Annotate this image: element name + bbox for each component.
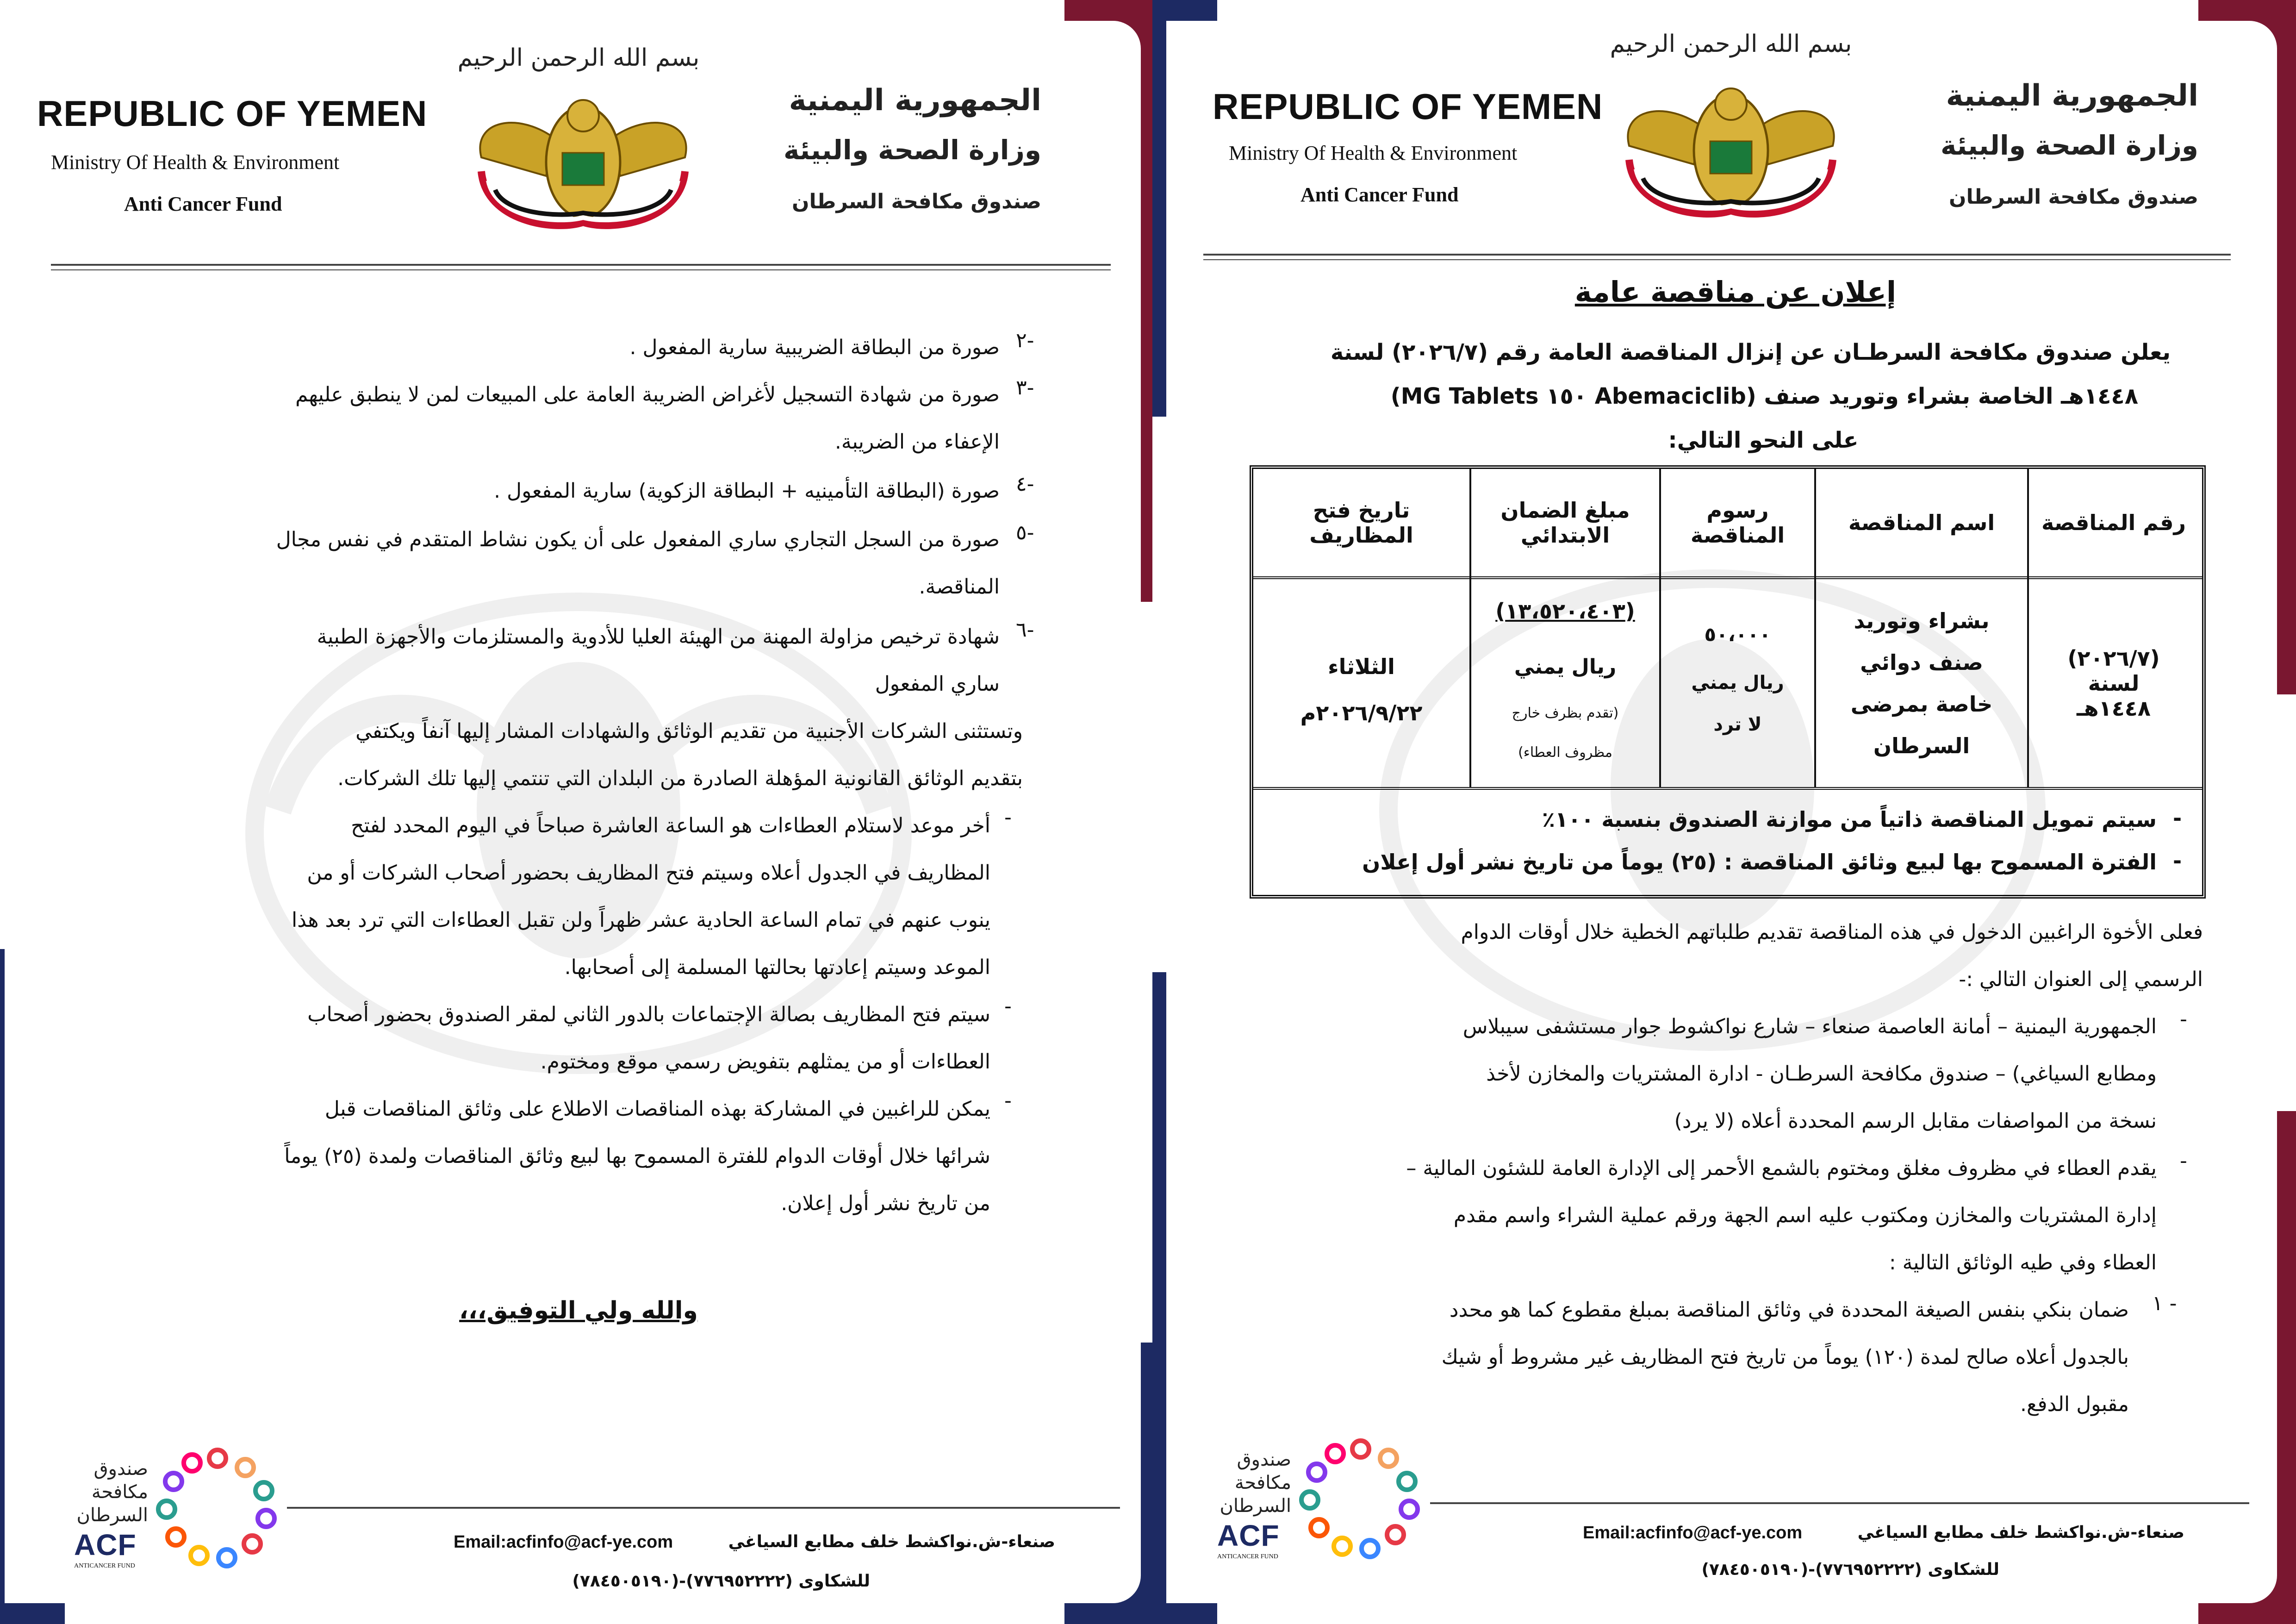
th-tender-number: رقم المناقصة bbox=[2041, 510, 2186, 535]
yemen-emblem-icon bbox=[1611, 72, 1851, 225]
acf-logo-en: ACF bbox=[74, 1528, 137, 1562]
header-divider-thin bbox=[51, 269, 1111, 270]
foreign-companies-line2: بتقديم الوثائق القانونية المؤهلة الصادرة من البلدان التي تنتمي إليها تلك الشركات. bbox=[337, 767, 1023, 790]
item4-text: صورة (البطاقة التأمينيه + البطاقة الزكوية) سارية المفعول . bbox=[494, 479, 1000, 503]
item5-line2: المناقصة. bbox=[919, 575, 1000, 599]
td-guarantee-currency: ريال يمني bbox=[1514, 655, 1617, 679]
table-header-separator bbox=[1253, 576, 2202, 579]
item6-line2: ساري المفعول bbox=[875, 672, 1000, 696]
item5-line1: صورة من السجل التجاري ساري المفعول على أن يكون نشاط المتقدم في نفس مجال bbox=[276, 528, 1000, 551]
acf-logo-ar-line2: مكافحة bbox=[1234, 1472, 1291, 1493]
header-en-ministry: Ministry Of Health & Environment bbox=[1229, 142, 1518, 164]
acf-logo-sub: ANTICANCER FUND bbox=[74, 1562, 135, 1569]
bullet-dash: - bbox=[2180, 1149, 2187, 1173]
item6-number: ٦- bbox=[1016, 618, 1034, 642]
intro-line3: على النحو التالي: bbox=[1668, 427, 1859, 453]
header-divider-thin bbox=[1203, 259, 2231, 260]
deadline-line4: الموعد وسيتم إعادتها بحالتها المسلمة إلى أصحابها. bbox=[564, 956, 990, 979]
bullet-dash: - bbox=[2180, 1007, 2187, 1031]
acf-logo-ar-line2: مكافحة bbox=[91, 1481, 148, 1503]
footer-complaints: للشكاوى (٧٧٦٩٥٢٢٢٢)-(٧٨٤٥٠٥١٩٠) bbox=[1701, 1560, 1999, 1579]
table-note-period: الفترة المسموح بها لبيع وثائق المناقصة : (٢٥) يوماً من تاريخ نشر أول إعلان bbox=[1362, 849, 2157, 874]
deadline-line1: أخر موعد لاستلام العطاءات هو الساعة العاشرة صباحاً في اليوم المحدد لفتح bbox=[351, 814, 990, 837]
acf-logo-ar-line3: السرطان bbox=[76, 1505, 148, 1526]
doc1-line3: مقبول الدفع. bbox=[2020, 1393, 2129, 1416]
foreign-companies-line1: وتستثنى الشركات الأجنبية من تقديم الوثائق والشهادات المشار إليها آنفاً ويكتفي bbox=[355, 719, 1023, 743]
header-ar-fund: صندوق مكافحة السرطان bbox=[1948, 185, 2198, 209]
para1-line2: الرسمي إلى العنوان التالي :- bbox=[1959, 968, 2203, 991]
acf-logo-sub: ANTICANCER FUND bbox=[1217, 1553, 1278, 1560]
review-line1: يمكن للراغبين في المشاركة بهذه المناقصات الاطلاع على وثائق المناقصات قبل bbox=[324, 1097, 990, 1121]
header-en-title: REPUBLIC OF YEMEN bbox=[1213, 86, 1603, 127]
acf-logo-ar-line3: السرطان bbox=[1220, 1495, 1291, 1517]
header-ar-republic: الجمهورية اليمنية bbox=[1946, 79, 2198, 113]
acf-logo-ar-line1: صندوق bbox=[1237, 1449, 1291, 1470]
item3-line2: الإعفاء من الضريبة. bbox=[834, 430, 1000, 454]
bullet-dash: - bbox=[1004, 1089, 1012, 1112]
item2-text: صورة من البطاقة الضريبية سارية المفعول . bbox=[629, 336, 1000, 359]
item5-number: ٥- bbox=[1016, 521, 1034, 544]
announcement-title: إعلان عن مناقصة عامة bbox=[1574, 275, 1897, 309]
deadline-line2: المظاريف في الجدول أعلاه وسيتم فتح المظاريف بحضور أصحاب الشركات أو من bbox=[307, 861, 990, 885]
intro-line1: يعلن صندوق مكافحة السرطـان عن إنزال المناقصة العامة رقم (٢٠٢٦/٧) لسنة bbox=[1330, 339, 2171, 365]
bid-line3: العطاء وفي طيه الوثائق التالية : bbox=[1889, 1251, 2157, 1274]
header-en-fund: Anti Cancer Fund bbox=[1300, 183, 1459, 206]
footer-email: Email:acfinfo@acf-ye.com bbox=[1583, 1523, 1803, 1543]
header-ar-basmala: بسم الله الرحمن الرحيم bbox=[457, 44, 700, 72]
td-fee-amount: ٥٠،٠٠٠ bbox=[1704, 623, 1771, 646]
para1-line1: فعلى الأخوة الراغبين الدخول في هذه المناقصة تقديم طلباتهم الخطية خلال أوقات الدوام bbox=[1461, 920, 2203, 944]
table-note-funding: سيتم تمويل المناقصة ذاتياً من موازنة الصندوق بنسبة ١٠٠٪ bbox=[1542, 807, 2157, 832]
acf-logo-en: ACF bbox=[1217, 1519, 1280, 1552]
footer-address: صنعاء-ش.نواكشط خلف مطابع السياغي bbox=[1857, 1523, 2184, 1542]
header-ar-ministry: وزارة الصحة والبيئة bbox=[783, 134, 1041, 166]
note-dash: - bbox=[2173, 806, 2182, 831]
td-guarantee-note1: (تقدم بظرف خارج bbox=[1512, 705, 1619, 721]
td-fee-note: ريال يمني لا ترد bbox=[1691, 672, 1784, 735]
deadline-line3: ينوب عنهم في تمام الساعة الحادية عشر ظهراً ولن تقبل العطاءات التي ترد بعد هذا bbox=[292, 908, 990, 932]
td-opening-date: ٢٠٢٦/٩/٢٢م bbox=[1300, 700, 1423, 725]
header-ar-basmala: بسم الله الرحمن الرحيم bbox=[1610, 30, 1852, 58]
note-dash: - bbox=[2173, 848, 2182, 873]
doc1-number: ١ - bbox=[2152, 1292, 2177, 1315]
opening-line1: سيتم فتح المظاريف بصالة الإجتماعات بالدور الثاني لمقر الصندوق بحضور أصحاب bbox=[307, 1003, 990, 1026]
header-ar-fund: صندوق مكافحة السرطان bbox=[791, 190, 1041, 213]
address-line2: ومطابع السياغي) – صندوق مكافحة السرطـان - ادارة المشتريات والمخازن لأخذ bbox=[1486, 1062, 2157, 1086]
header-divider bbox=[51, 264, 1111, 266]
bid-line1: يقدم العطاء في مظروف مغلق ومختوم بالشمع الأحمر إلى الإدارة العامة للشئون المالية – bbox=[1406, 1156, 2157, 1180]
intro-line2: ١٤٤٨هـ الخاصة بشراء وتوريد صنف (Abemaciclib ١٥٠ MG Tablets) bbox=[1390, 383, 2138, 409]
footer-address: صنعاء-ش.نواكشط خلف مطابع السياغي bbox=[728, 1532, 1055, 1551]
footer-divider bbox=[287, 1507, 1120, 1509]
td-guarantee-note2: مظروف العطاء) bbox=[1518, 744, 1612, 761]
th-opening-date: تاريخ فتح المظاريف bbox=[1309, 498, 1413, 548]
item3-line1: صورة من شهادة التسجيل لأغراض الضريبة العامة على المبيعات لمن لا ينطبق عليهم bbox=[295, 383, 1000, 406]
td-opening-day: الثلاثاء bbox=[1328, 654, 1395, 679]
acf-ring-logo-icon bbox=[1296, 1435, 1425, 1565]
bullet-dash: - bbox=[1004, 806, 1012, 829]
acf-ring-logo-icon bbox=[153, 1444, 282, 1574]
header-ar-ministry: وزارة الصحة والبيئة bbox=[1940, 130, 2198, 161]
header-en-title: REPUBLIC OF YEMEN bbox=[37, 93, 428, 134]
td-tender-name: بشراء وتوريد صنف دوائي خاصة بمرضى السرطان bbox=[1850, 608, 1993, 758]
table-notes-separator bbox=[1253, 787, 2202, 790]
header-en-fund: Anti Cancer Fund bbox=[124, 193, 282, 215]
item2-number: ٢- bbox=[1016, 329, 1034, 352]
item4-number: ٤- bbox=[1016, 472, 1034, 496]
doc1-line2: بالجدول أعلاه صالح لمدة (١٢٠) يوماً من تاريخ فتح المظاريف غير مشروط أو شيك bbox=[1441, 1345, 2129, 1369]
header-ar-republic: الجمهورية اليمنية bbox=[789, 83, 1041, 118]
td-guarantee-amount: (١٣،٥٢٠،٤٠٣) bbox=[1495, 599, 1635, 624]
item6-line1: شهادة ترخيص مزاولة المهنة من الهيئة العليا للأدوية والمستلزمات والأجهزة الطبية bbox=[317, 625, 1000, 649]
header-divider bbox=[1203, 254, 2231, 256]
th-tender-name: اسم المناقصة bbox=[1848, 510, 1995, 535]
closing-phrase: والله ولي التوفيق،،، bbox=[459, 1297, 698, 1324]
bullet-dash: - bbox=[1004, 994, 1012, 1018]
td-tender-number: (٢٠٢٦/٧) لسنة ١٤٤٨هـ bbox=[2067, 646, 2160, 721]
review-line2: شرائها خلال أوقات الدوام للفترة المسموح بها لبيع وثائق المناقصات ولمدة (٢٥) يوماً bbox=[284, 1144, 990, 1168]
th-tender-fee: رسوم المناقصة bbox=[1690, 498, 1785, 548]
footer-divider bbox=[1430, 1502, 2249, 1504]
address-line1: الجمهورية اليمنية – أمانة العاصمة صنعاء – شارع نواكشوط جوار مستشفى سيبلاس bbox=[1462, 1015, 2157, 1038]
doc1-line1: ضمان بنكي بنفس الصيغة المحددة في وثائق المناقصة بمبلغ مقطوع كما هو محدد bbox=[1449, 1298, 2129, 1322]
yemen-emblem-icon bbox=[463, 83, 703, 236]
th-guarantee: مبلغ الضمان الابتدائي bbox=[1500, 498, 1630, 548]
address-line3: نسخة من المواصفات مقابل الرسم المحددة أعلاه (لا يرد) bbox=[1674, 1109, 2157, 1133]
footer-complaints: للشكاوى (٧٧٦٩٥٢٢٢٢)-(٧٨٤٥٠٥١٩٠) bbox=[572, 1572, 870, 1591]
review-line3: من تاريخ نشر أول إعلان. bbox=[781, 1192, 990, 1215]
item3-number: ٣- bbox=[1016, 376, 1034, 400]
acf-logo-ar-line1: صندوق bbox=[93, 1458, 148, 1480]
bid-line2: إدارة المشتريات والمخازن ومكتوب عليه اسم الجهة ورقم عملية الشراء واسم مقدم bbox=[1453, 1204, 2157, 1227]
footer-email: Email:acfinfo@acf-ye.com bbox=[454, 1532, 673, 1552]
opening-line2: العطاءات أو من يمثلهم بتفويض رسمي موقع ومختوم. bbox=[540, 1050, 990, 1074]
header-en-ministry: Ministry Of Health & Environment bbox=[51, 151, 340, 174]
